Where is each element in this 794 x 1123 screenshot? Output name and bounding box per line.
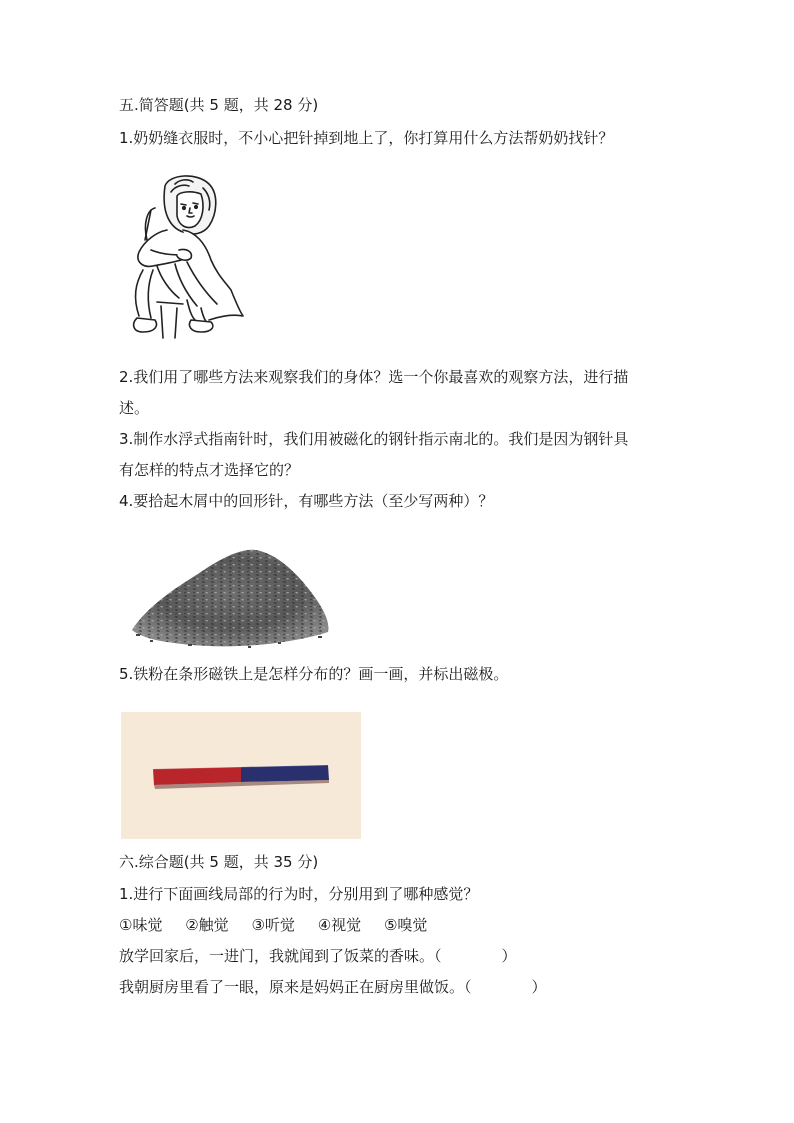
sawdust-pile-photo (128, 538, 332, 650)
option-smell: ⑤嗅觉 (383, 916, 428, 934)
question-5-2-line2: 述。 (119, 399, 150, 417)
question-5-3-line2: 有怎样的特点才选择它的？ (119, 461, 300, 479)
question-5-2-line1: 2.我们用了哪些方法来观察我们的身体？选一个你最喜欢的观察方法，进行描 (119, 368, 629, 386)
section6-title: 六.综合题(共 5 题，共 35 分) (119, 853, 319, 871)
option-sight: ④视觉 (317, 916, 362, 934)
sense-options (119, 915, 445, 935)
sentence-2: 我朝厨房里看了一眼，原来是妈妈正在厨房里做饭。（ ） (119, 978, 547, 996)
question-5-5: 5.铁粉在条形磁铁上是怎样分布的？画一画，并标出磁极。 (119, 665, 509, 683)
grandma-sewing-illustration (117, 170, 247, 348)
sentence-1: 放学回家后，一进门，我就闻到了饭菜的香味。（ ） (119, 947, 517, 965)
option-touch: ②触觉 (185, 916, 229, 934)
question-5-4: 4.要拾起木屑中的回形针，有哪些方法（至少写两种）？ (119, 492, 494, 510)
bar-magnet-photo (121, 712, 361, 839)
question-5-3-line1: 3.制作水浮式指南针时，我们用被磁化的钢针指示南北的。我们是因为钢针具 (119, 430, 629, 448)
question-5-1: 1.奶奶缝衣服时，不小心把针掉到地上了，你打算用什么方法帮奶奶找针？ (119, 129, 614, 147)
section5-title: 五.简答题(共 5 题，共 28 分) (119, 96, 319, 114)
option-hearing: ③听觉 (251, 916, 295, 934)
question-6-1: 1.进行下面画线局部的行为时，分别用到了哪种感觉？ (119, 885, 479, 903)
option-taste: ①味觉 (119, 916, 163, 934)
